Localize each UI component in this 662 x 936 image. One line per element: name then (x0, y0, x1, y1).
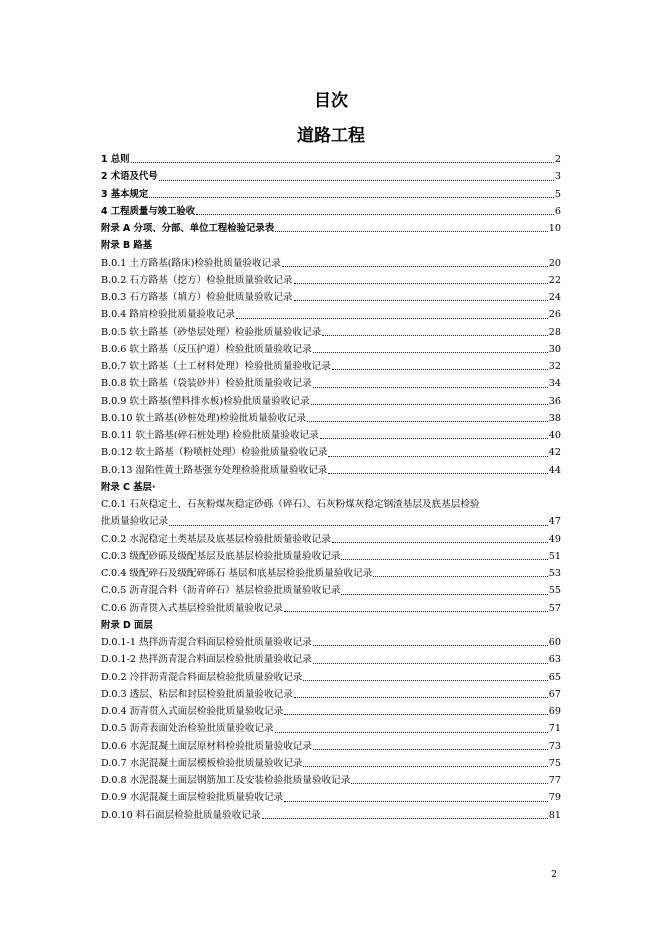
dot-leader (284, 600, 548, 617)
toc-entry-label: D.0.5 沥青表面处治检验批质量验收记录 (101, 723, 274, 735)
toc-entry-label: B.0.3 石方路基（填方）检验批质量验收记录 (101, 292, 293, 303)
dot-leader (341, 582, 547, 599)
toc-entry[interactable] (101, 341, 561, 358)
toc-entry[interactable] (101, 686, 561, 703)
toc-entry[interactable] (101, 531, 561, 548)
toc-page-number: 10 (548, 223, 561, 234)
dot-leader (303, 669, 547, 686)
toc-entry[interactable] (101, 427, 561, 444)
toc-entry-label: D.0.9 水泥混凝土面层检验批质量验收记录 (101, 792, 284, 804)
toc-entry[interactable] (101, 462, 561, 479)
dot-leader (332, 358, 548, 375)
toc-page-number: 73 (548, 740, 561, 752)
toc-page-number: 55 (548, 585, 561, 597)
toc-entry-label: B.0.2 石方路基（挖方）检验批质量验收记录 (101, 274, 293, 286)
toc-entry[interactable] (101, 272, 561, 289)
toc-entry-label: C.0.5 沥青混合料（沥青碎石）基层检验批质量验收记录 (101, 585, 341, 597)
toc-entry[interactable] (101, 600, 561, 617)
toc-entry[interactable] (101, 772, 561, 789)
dot-leader (373, 565, 548, 582)
toc-entry-label: D.0.3 透层、粘层和封层检验批质量验收记录 (101, 688, 293, 700)
toc-entry[interactable] (101, 720, 561, 737)
toc-page-number: 2 (554, 154, 561, 165)
toc-entry[interactable] (101, 203, 561, 220)
dot-leader (311, 393, 548, 410)
toc-entry[interactable] (101, 220, 561, 237)
toc-entry-label: C.0.4 级配碎石及级配碎砾石 基层和底基层检验批质量验收记录 (101, 568, 373, 579)
toc-section-heading[interactable] (101, 237, 561, 254)
toc-entry-label: D.0.7 水泥混凝土面层模板检验批质量验收记录 (101, 757, 303, 769)
toc-entry-label: B.0.1 土方路基(路床)检验批质量验收记录 (101, 257, 281, 269)
toc-page-number: 42 (548, 447, 561, 459)
toc-entry-label: D.0.8 水泥混凝土面层钢筋加工及安装检验批质量验收记录 (101, 775, 351, 786)
page-title: 目次 (314, 91, 348, 111)
dot-leader (294, 289, 548, 306)
dot-leader (328, 462, 547, 479)
toc-page-number: 34 (548, 378, 561, 390)
dot-leader (313, 651, 548, 668)
toc-entry-label: D.0.2 冷拌沥青混合料面层检验批质量验收记录 (101, 671, 303, 683)
dot-leader (303, 755, 547, 772)
toc-entry-label: 附录 D 面层 (101, 619, 153, 631)
dot-leader (341, 548, 547, 565)
toc-entry[interactable] (101, 358, 561, 375)
toc-entry[interactable] (101, 324, 561, 341)
toc-entry-label: 批质量验收记录 (101, 516, 169, 528)
toc-entry[interactable] (101, 634, 561, 651)
toc-entry[interactable] (101, 548, 561, 565)
toc-entry-label: D.0.1-1 热拌沥青混合料面层检验批质量验收记录 (101, 637, 312, 648)
toc-entry[interactable] (101, 168, 561, 185)
toc-page-number: 81 (548, 809, 561, 821)
toc-page-number: 65 (548, 671, 561, 683)
toc-page-number: 53 (548, 568, 561, 579)
toc-section-heading[interactable] (101, 617, 561, 634)
toc-page-number: 67 (548, 688, 561, 700)
toc-entry-label: B.0.4 路肩检验批质量验收记录 (101, 309, 235, 321)
page-subtitle: 道路工程 (297, 126, 365, 146)
toc-page-number: 69 (548, 706, 561, 717)
toc-entry-label: B.0.9 软土路基(塑料排水板)检验批质量验收记录 (101, 395, 310, 407)
toc-page-number: 24 (548, 292, 561, 303)
toc-entry-label: C.0.2 水泥稳定土类基层及底基层检验批质量验收记录 (101, 533, 331, 545)
toc-page-number: 44 (548, 464, 561, 476)
dot-leader (284, 703, 548, 720)
toc-page-number: 51 (548, 550, 561, 562)
dot-leader (313, 738, 548, 755)
toc-entry-label: D.0.10 料石面层检验批质量验收记录 (101, 809, 261, 821)
dot-leader (275, 720, 548, 737)
toc-entry[interactable] (101, 651, 561, 668)
toc-entry[interactable] (101, 669, 561, 686)
dot-leader (294, 686, 548, 703)
dot-leader (351, 772, 547, 789)
toc-entry-label: B.0.8 软土路基（袋装砂井）检验批质量验收记录 (101, 378, 312, 390)
toc-entry-label: B.0.10 软土路基(砂桩处理)检验批质量验收记录 (101, 412, 307, 424)
toc-entry-label: 附录 A 分项、分部、单位工程检验记录表 (101, 223, 275, 234)
toc-page-number: 57 (548, 602, 561, 614)
toc-entry[interactable] (101, 703, 561, 720)
toc-page-number: 77 (548, 775, 561, 786)
toc-entry[interactable] (101, 738, 561, 755)
dot-leader (282, 255, 548, 272)
toc-entry-text: C.0.1 石灰稳定土、石灰粉煤灰稳定砂砾（碎石）、石灰粉煤灰稳定钢渣基层及底基层检验 (101, 499, 480, 510)
toc-page-number: 26 (548, 309, 561, 321)
toc-entry-label: B.0.7 软土路基（土工材料处理）检验批质量验收记录 (101, 361, 331, 372)
toc-entry-label: B.0.5 软土路基（砂垫层处理）检验批质量验收记录 (101, 326, 322, 338)
toc-entry[interactable] (101, 186, 561, 203)
toc-entry[interactable] (101, 513, 561, 530)
toc-entry[interactable] (101, 565, 561, 582)
toc-page-number: 32 (548, 361, 561, 372)
dot-leader (284, 789, 548, 806)
toc-page-number: 79 (548, 792, 561, 804)
toc-entry[interactable] (101, 375, 561, 392)
table-of-contents (101, 151, 561, 824)
dot-leader (322, 324, 548, 341)
toc-entry-label: 1 总则 (101, 154, 130, 165)
toc-entry-label: 4 工程质量与竣工验收 (101, 205, 196, 217)
toc-entry[interactable] (101, 807, 561, 824)
dot-leader (307, 410, 548, 427)
dot-leader (332, 531, 548, 548)
toc-entry[interactable] (101, 306, 561, 323)
dot-leader (149, 186, 554, 203)
toc-page-number: 63 (548, 654, 561, 666)
toc-page-number: 40 (548, 430, 561, 441)
toc-page-number: 30 (548, 343, 561, 355)
footer-page-number: 2 (551, 869, 558, 880)
toc-entry[interactable] (101, 255, 561, 272)
toc-entry[interactable] (101, 789, 561, 806)
toc-entry[interactable] (101, 444, 561, 461)
toc-entry[interactable] (101, 289, 561, 306)
toc-page-number: 49 (548, 533, 561, 545)
dot-leader (320, 427, 548, 444)
dot-leader (275, 220, 548, 237)
dot-leader (159, 168, 554, 185)
toc-page-number: 36 (548, 395, 561, 407)
toc-page-number: 5 (554, 188, 561, 200)
dot-leader (313, 341, 548, 358)
toc-section-heading[interactable] (101, 479, 561, 496)
toc-entry-label: B.0.6 软土路基（反压护道）检验批质量验收记录 (101, 343, 312, 355)
toc-entry-label: C.0.3 级配砂砾及级配基层及底基层检验批质量验收记录 (101, 550, 341, 562)
toc-entry[interactable] (101, 755, 561, 772)
toc-page-number: 47 (548, 516, 561, 528)
toc-entry[interactable] (101, 582, 561, 599)
toc-entry[interactable] (101, 151, 561, 168)
toc-entry-label: D.0.6 水泥混凝土面层原材料检验批质量验收记录 (101, 740, 312, 752)
dot-leader (262, 807, 548, 824)
toc-page-number: 38 (548, 412, 561, 424)
dot-leader (313, 634, 548, 651)
toc-entry-label: 3 基本规定 (101, 188, 149, 200)
toc-entry-label: 附录 B 路基 (101, 240, 153, 252)
toc-entry-label: C.0.6 沥青贯入式基层检验批质量验收记录 (101, 602, 283, 614)
toc-page-number: 22 (548, 274, 561, 286)
toc-page-number: 75 (548, 757, 561, 769)
toc-page-number: 6 (554, 205, 561, 217)
toc-entry-label: 附录 C 基层· (101, 481, 156, 493)
toc-entry-label: 2 术语及代号 (101, 171, 158, 183)
dot-leader (196, 203, 554, 220)
toc-entry-label: D.0.1-2 热拌沥青混合料面层检验批质量验收记录 (101, 654, 312, 666)
dot-leader (169, 513, 548, 530)
dot-leader (131, 151, 554, 168)
toc-entry-label: B.0.12 软土路基（粉喷桩处理）检验批质量验收记录 (101, 447, 328, 459)
toc-entry-label: B.0.13 湿陷性黄土路基强夯处理检验批质量验收记录 (101, 464, 328, 476)
dot-leader (236, 306, 548, 323)
toc-page-number: 3 (554, 171, 561, 183)
toc-entry[interactable] (101, 393, 561, 410)
toc-entry-label: B.0.11 软土路基(碎石桩处理) 检验批质量验收记录 (101, 430, 319, 441)
dot-leader (294, 272, 548, 289)
toc-entry-label: D.0.4 沥青贯入式面层检验批质量验收记录 (101, 706, 284, 717)
toc-page-number: 20 (548, 257, 561, 269)
dot-leader (313, 375, 548, 392)
toc-page-number: 60 (548, 637, 561, 648)
toc-page-number: 28 (548, 326, 561, 338)
dot-leader (328, 444, 547, 461)
toc-page-number: 71 (548, 723, 561, 735)
toc-entry[interactable] (101, 410, 561, 427)
